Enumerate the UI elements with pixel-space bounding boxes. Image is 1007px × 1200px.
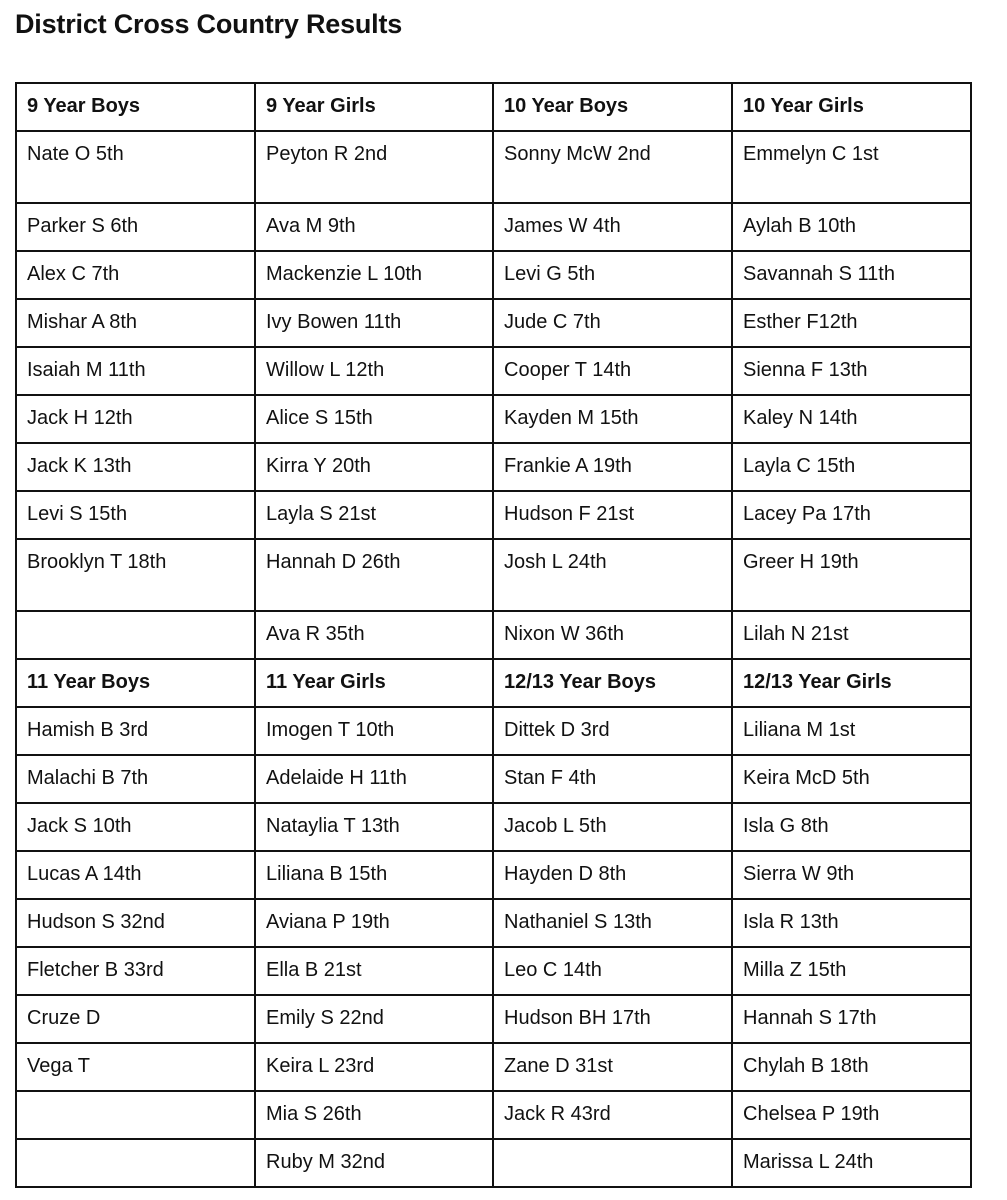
result-cell: Lucas A 14th <box>16 851 255 899</box>
result-cell: Frankie A 19th <box>493 443 732 491</box>
table-row <box>16 803 971 851</box>
result-cell: Stan F 4th <box>493 755 732 803</box>
category-header: 12/13 Year Boys <box>493 659 732 707</box>
result-cell: Mia S 26th <box>255 1091 493 1139</box>
result-cell: Hudson BH 17th <box>493 995 732 1043</box>
result-cell: Keira McD 5th <box>732 755 971 803</box>
empty-cell <box>16 611 255 659</box>
empty-cell <box>493 1139 732 1187</box>
table-row <box>16 251 971 299</box>
header-row <box>16 659 971 707</box>
category-header: 9 Year Girls <box>255 83 493 131</box>
result-cell: Sonny McW 2nd <box>493 131 732 203</box>
result-cell: Alex C 7th <box>16 251 255 299</box>
result-cell: Dittek D 3rd <box>493 707 732 755</box>
result-cell: Hannah S 17th <box>732 995 971 1043</box>
result-cell: Cruze D <box>16 995 255 1043</box>
result-cell: Leo C 14th <box>493 947 732 995</box>
results-table <box>15 82 972 1188</box>
result-cell: Mackenzie L 10th <box>255 251 493 299</box>
result-cell: Adelaide H 11th <box>255 755 493 803</box>
result-cell: Ava M 9th <box>255 203 493 251</box>
result-cell: Hannah D 26th <box>255 539 493 611</box>
category-header: 10 Year Girls <box>732 83 971 131</box>
result-cell: Marissa L 24th <box>732 1139 971 1187</box>
table-row <box>16 203 971 251</box>
table-row <box>16 539 971 611</box>
result-cell: Isla G 8th <box>732 803 971 851</box>
result-cell: Hamish B 3rd <box>16 707 255 755</box>
table-row <box>16 899 971 947</box>
result-cell: James W 4th <box>493 203 732 251</box>
result-cell: Fletcher B 33rd <box>16 947 255 995</box>
result-cell: Sierra W 9th <box>732 851 971 899</box>
result-cell: Jack H 12th <box>16 395 255 443</box>
result-cell: Mishar A 8th <box>16 299 255 347</box>
result-cell: Parker S 6th <box>16 203 255 251</box>
result-cell: Sienna F 13th <box>732 347 971 395</box>
result-cell: Emmelyn C 1st <box>732 131 971 203</box>
result-cell: Emily S 22nd <box>255 995 493 1043</box>
table-row <box>16 1139 971 1187</box>
table-row <box>16 347 971 395</box>
table-row <box>16 491 971 539</box>
result-cell: Jack K 13th <box>16 443 255 491</box>
result-cell: Cooper T 14th <box>493 347 732 395</box>
result-cell: Isaiah M 11th <box>16 347 255 395</box>
category-header: 11 Year Girls <box>255 659 493 707</box>
result-cell: Hayden D 8th <box>493 851 732 899</box>
result-cell: Greer H 19th <box>732 539 971 611</box>
result-cell: Keira L 23rd <box>255 1043 493 1091</box>
result-cell: Isla R 13th <box>732 899 971 947</box>
result-cell: Liliana B 15th <box>255 851 493 899</box>
result-cell: Levi G 5th <box>493 251 732 299</box>
category-header: 9 Year Boys <box>16 83 255 131</box>
result-cell: Kaley N 14th <box>732 395 971 443</box>
category-header: 10 Year Boys <box>493 83 732 131</box>
result-cell: Peyton R 2nd <box>255 131 493 203</box>
category-header: 11 Year Boys <box>16 659 255 707</box>
result-cell: Lacey Pa 17th <box>732 491 971 539</box>
result-cell: Alice S 15th <box>255 395 493 443</box>
result-cell: Nataylia T 13th <box>255 803 493 851</box>
result-cell: Zane D 31st <box>493 1043 732 1091</box>
result-cell: Nathaniel S 13th <box>493 899 732 947</box>
result-cell: Levi S 15th <box>16 491 255 539</box>
result-cell: Lilah N 21st <box>732 611 971 659</box>
result-cell: Ella B 21st <box>255 947 493 995</box>
result-cell: Jack S 10th <box>16 803 255 851</box>
result-cell: Aviana P 19th <box>255 899 493 947</box>
result-cell: Liliana M 1st <box>732 707 971 755</box>
table-row <box>16 947 971 995</box>
result-cell: Esther F12th <box>732 299 971 347</box>
table-row <box>16 299 971 347</box>
result-cell: Josh L 24th <box>493 539 732 611</box>
result-cell: Kirra Y 20th <box>255 443 493 491</box>
table-row <box>16 131 971 203</box>
header-row <box>16 83 971 131</box>
result-cell: Jack R 43rd <box>493 1091 732 1139</box>
result-cell: Ava R 35th <box>255 611 493 659</box>
result-cell: Willow L 12th <box>255 347 493 395</box>
empty-cell <box>16 1139 255 1187</box>
result-cell: Chelsea P 19th <box>732 1091 971 1139</box>
result-cell: Jacob L 5th <box>493 803 732 851</box>
result-cell: Kayden M 15th <box>493 395 732 443</box>
table-row <box>16 395 971 443</box>
table-row <box>16 1091 971 1139</box>
result-cell: Milla Z 15th <box>732 947 971 995</box>
result-cell: Jude C 7th <box>493 299 732 347</box>
results-table-body <box>16 83 971 1187</box>
result-cell: Malachi B 7th <box>16 755 255 803</box>
result-cell: Savannah S 11th <box>732 251 971 299</box>
table-row <box>16 755 971 803</box>
result-cell: Nate O 5th <box>16 131 255 203</box>
category-header: 12/13 Year Girls <box>732 659 971 707</box>
page-title: District Cross Country Results <box>15 9 403 39</box>
table-row <box>16 611 971 659</box>
table-row <box>16 851 971 899</box>
result-cell: Hudson S 32nd <box>16 899 255 947</box>
table-row <box>16 1043 971 1091</box>
result-cell: Layla C 15th <box>732 443 971 491</box>
result-cell: Nixon W 36th <box>493 611 732 659</box>
result-cell: Ruby M 32nd <box>255 1139 493 1187</box>
result-cell: Aylah B 10th <box>732 203 971 251</box>
result-cell: Layla S 21st <box>255 491 493 539</box>
result-cell: Chylah B 18th <box>732 1043 971 1091</box>
empty-cell <box>16 1091 255 1139</box>
table-row <box>16 443 971 491</box>
result-cell: Hudson F 21st <box>493 491 732 539</box>
result-cell: Vega T <box>16 1043 255 1091</box>
result-cell: Imogen T 10th <box>255 707 493 755</box>
result-cell: Ivy Bowen 11th <box>255 299 493 347</box>
result-cell: Brooklyn T 18th <box>16 539 255 611</box>
table-row <box>16 707 971 755</box>
table-row <box>16 995 971 1043</box>
